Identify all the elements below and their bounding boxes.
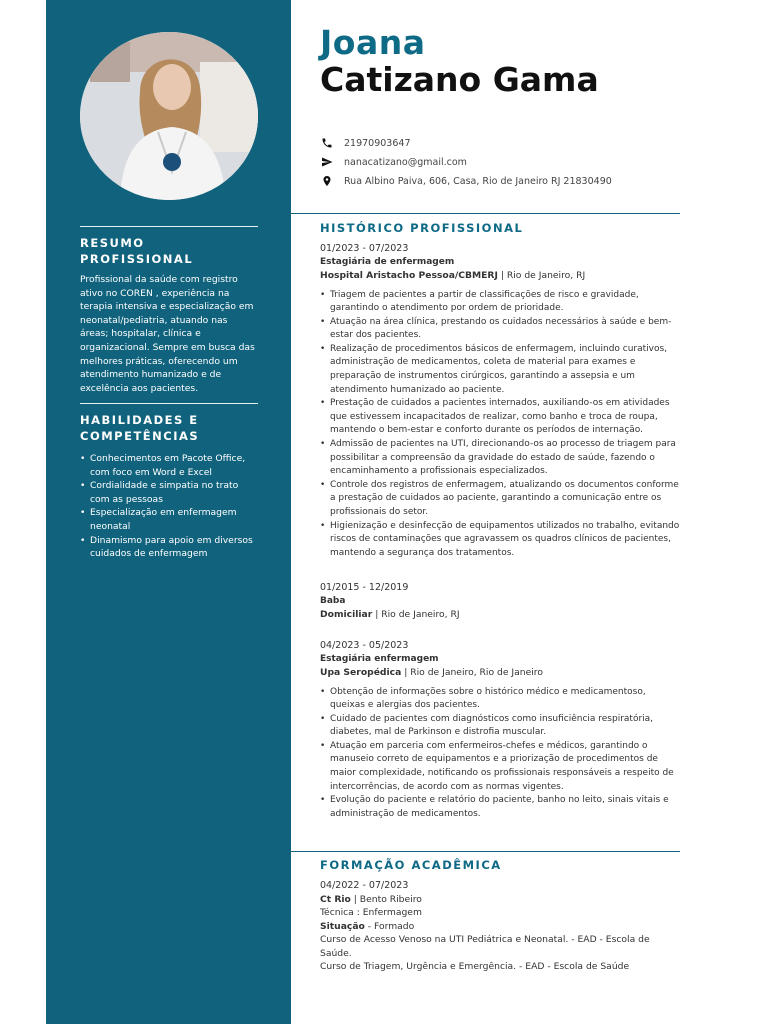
job-dates: 01/2015 - 12/2019 [320,582,409,593]
job-dates: 01/2023 - 07/2023 [320,243,409,254]
skills-title [80,412,258,444]
job-company-line [320,608,680,622]
job-company: Upa Seropédica [320,667,402,678]
job-location: | Rio de Janeiro, RJ [497,270,586,281]
contact-email [320,154,680,170]
send-icon [320,155,334,169]
job-bullet: • Atuação em parceria com enfermeiros-chefes e médicos, garantindo o manuseio correto de equipamentos e a priorização de procedimentos de maior complexidade, notificando os profissionais responsáveis a respeito de intercorrências, de acordo com as normas vigentes. [320,740,680,794]
job-bullet: • Controle dos registros de enfermagem, atualizando os documentos conforme a prestação de cuidados ao paciente, garantindo a comunicação entre os profissionais do setor. [320,479,680,520]
job-role: Baba [320,595,346,606]
job-company: Domiciliar [320,609,373,620]
name-first: Joana [320,23,426,62]
location-pin-icon [320,174,334,188]
skills-divider [80,403,258,404]
job-bullets [320,289,680,561]
education-school-line [320,893,680,907]
job-dates: 04/2023 - 05/2023 [320,640,409,651]
education-course: Técnica : Enfermagem [320,907,422,918]
job-role: Estagiária de enfermagem [320,256,455,267]
summary-divider [80,226,258,227]
job-bullet: • Cuidado de pacientes com diagnósticos como insuficiência respiratória, diabetes, mal de Parkinson e distrofia muscular. [320,713,680,740]
job-bullet: • Atuação na área clínica, prestando os cuidados necessários à saúde e bem-estar dos pacientes. [320,316,680,343]
skill-item: • Cordialidade e simpatia no trato com as pessoas [80,479,258,506]
skills-list [80,452,258,561]
skill-item: • Especialização em enfermagem neonatal [80,506,258,533]
skills-title-line2: COMPETÊNCIAS [80,429,200,443]
email-text: nanacatizano@gmail.com [344,156,467,168]
education-title: FORMAÇÃO ACADÊMICA [320,858,502,872]
phone-text: 21970903647 [344,137,411,149]
summary-section [80,226,258,395]
education-status-value: - Formado [364,920,415,932]
profile-photo-image [80,32,258,200]
education-extra: Curso de Triagem, Urgência e Emergência. - EAD - Escola de Saúde [320,961,630,972]
name-last: Catizano Gama [320,60,599,99]
summary-text: Profissional da saúde com registro ativo no COREN , experiência na terapia intensiva e especialização em neonatal/pediatria, atuando nas áreas; hospitalar, clínica e organizacional. Sempre em busca das melhores práticas, oferecendo um atendimento humanizado e de excelência aos pacientes. [80,274,255,394]
education-status-label: Situação [320,920,365,932]
job-bullet: • Triagem de pacientes a partir de classificações de risco e gravidade, garantindo o atendimento por ordem de prioridade. [320,289,680,316]
profile-photo [80,32,258,200]
job-bullet: • Evolução do paciente e relatório do paciente, banho no leito, sinais vitais e administração de medicamentos. [320,794,680,821]
job-location: | Rio de Janeiro, Rio de Janeiro [401,667,543,678]
job-company: Hospital Aristacho Pessoa/CBMERJ [320,270,498,281]
job-bullets [320,686,680,822]
summary-title: RESUMO PROFISSIONAL [80,236,194,266]
job-bullet: • Obtenção de informações sobre o histórico médico e medicamentoso, queixas e alergias dos pacientes. [320,686,680,713]
job-company-line [320,269,680,283]
skills-section [80,403,258,561]
education-status-line [320,920,680,934]
education-school: Ct Rio [320,893,351,905]
job-company-line [320,666,680,680]
job-role: Estagiária enfermagem [320,653,439,664]
job-location: | Rio de Janeiro, RJ [372,609,460,620]
job-entry [320,639,680,821]
phone-icon [320,136,334,150]
job-entry [320,242,680,560]
experience-divider [291,213,680,214]
education-extra: Curso de Acesso Venoso na UTI Pediátrica e Neonatal. - EAD - Escola de Saúde. [320,934,650,959]
job-bullet: • Realização de procedimentos básicos de enfermagem, incluindo curativos, administração de medicamentos, coleta de material para exames e preparação de instrumentos cirúrgicos, garantindo a assepsia e um atendimento humanizado ao paciente. [320,343,680,397]
education-entry [320,879,680,974]
skill-item: • Conhecimentos em Pacote Office, com foco em Word e Excel [80,452,258,479]
job-entry [320,581,680,622]
address-text: Rua Albino Paiva, 606, Casa, Rio de Janeiro RJ 21830490 [344,175,612,187]
education-school-location: | Bento Ribeiro [350,893,422,905]
skills-title-line1: HABILIDADES E [80,413,199,427]
contact-address [320,173,680,189]
job-bullet: • Prestação de cuidados a pacientes internados, auxiliando-os em atividades que estivessem incapacitados de realizar, como banho e troca de roupa, mantendo o bem-estar e conforto durante os períodos de internação. [320,397,680,438]
education-divider [291,851,680,852]
contact-phone [320,135,680,151]
experience-title: HISTÓRICO PROFISSIONAL [320,221,524,235]
skill-item: • Dinamismo para apoio em diversos cuidados de enfermagem [80,534,258,561]
job-bullet: • Higienização e desinfecção de equipamentos utilizados no trabalho, evitando riscos de contaminações que agravassem os quadros clínicos de pacientes, mantendo a segurança dos tratamentos. [320,520,680,561]
education-dates: 04/2022 - 07/2023 [320,880,409,891]
job-bullet: • Admissão de pacientes na UTI, direcionando-os ao processo de triagem para possibilitar a compreensão da gravidade do estado de saúde, fazendo o encaminhamento a profissionais especializados. [320,438,680,479]
